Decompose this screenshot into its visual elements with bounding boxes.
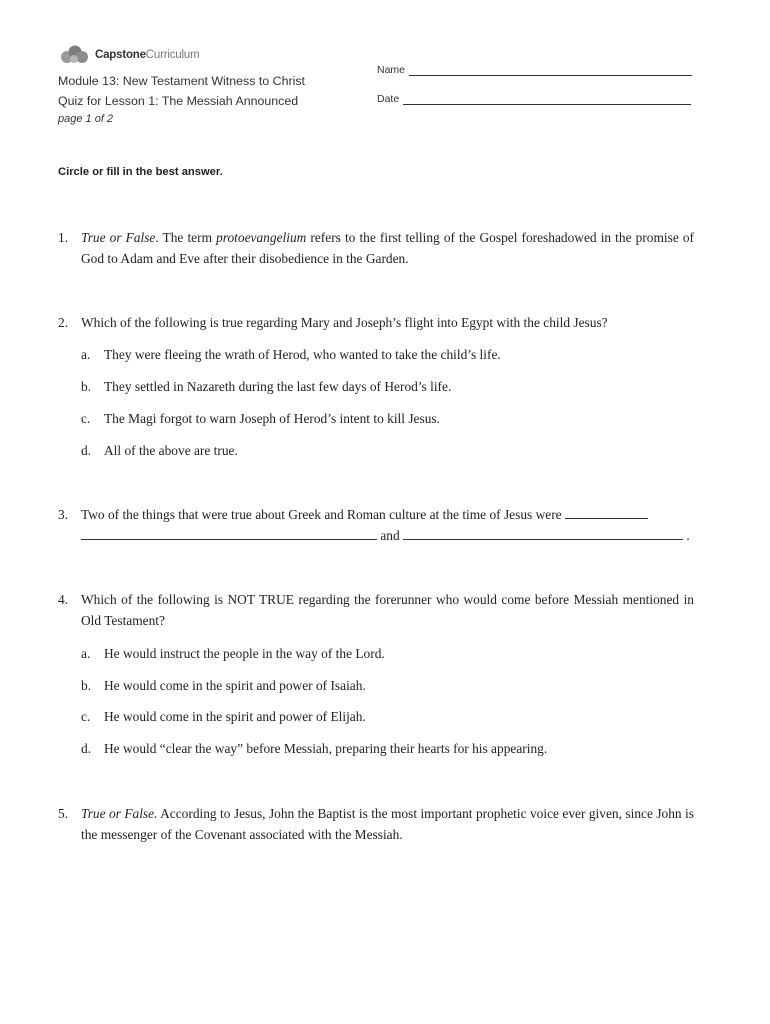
question-number: 4. [58,592,69,607]
module-title: Module 13: New Testament Witness to Christ [58,74,305,88]
question-2 [58,312,694,333]
question-text-part: Two of the things that were true about Greek and Roman culture at the time of Jesus were [81,507,562,522]
question-3 [58,504,694,546]
option-text: They settled in Nazareth during the last few days of Herod’s life. [104,379,452,394]
question-number: 5. [58,806,69,821]
answer-blank-2[interactable] [403,527,683,540]
option-4a[interactable] [81,643,385,664]
option-text: All of the above are true. [104,443,238,458]
question-number: 3. [58,507,69,522]
option-text: They were fleeing the wrath of Herod, who wanted to take the child’s life. [104,347,501,362]
option-2c[interactable] [81,408,440,429]
logo-product: Curriculum [145,49,200,61]
and-text: and [380,528,400,543]
option-letter: b. [81,379,92,394]
true-false-lead: True or False. [81,806,158,821]
option-2d[interactable] [81,440,238,461]
question-text [81,504,694,546]
option-text: The Magi forgot to warn Joseph of Herod’s intent to kill Jesus. [104,411,440,426]
question-text: Which of the following is NOT TRUE regarding the forerunner who would come before Messiah mentioned in Old Testament? [81,592,694,628]
question-1 [58,227,694,269]
option-letter: d. [81,443,92,458]
option-text: He would instruct the people in the way of the Lord. [104,646,385,661]
question-number: 1. [58,230,69,245]
question-text-part: According to Jesus, John the Baptist is the most important prophetic voice ever given, since John is the messenger of the Covenant associated with the Messiah. [81,806,694,842]
instruction: Circle or fill in the best answer. [58,166,223,178]
end-period: . [686,528,690,543]
quiz-header [58,72,305,127]
option-letter: b. [81,678,92,693]
option-text: He would come in the spirit and power of Isaiah. [104,678,366,693]
true-false-lead: True or False [81,230,156,245]
question-text-part: . The term [155,230,217,245]
question-text [81,803,694,845]
question-text-part: refers to the first telling of the Gospel foreshadowed in the promise of God to Adam and Eve after their disobedience in the Garden. [81,230,694,266]
option-letter: a. [81,347,91,362]
option-text: He would come in the spirit and power of Elijah. [104,709,366,724]
logo-wordmark [95,49,199,61]
name-line[interactable] [409,65,692,76]
option-4b[interactable] [81,675,366,696]
question-text [81,227,694,269]
question-4 [58,589,694,631]
option-letter: a. [81,646,91,661]
answer-blank-1[interactable] [565,506,648,519]
answer-blank-1-cont[interactable] [81,527,377,540]
name-field[interactable] [377,64,692,76]
option-4d[interactable] [81,738,547,759]
option-letter: c. [81,411,91,426]
option-letter: c. [81,709,91,724]
option-text: He would “clear the way” before Messiah, preparing their hearts for his appearing. [104,741,548,756]
term: protoevangelium [216,230,307,245]
option-2b[interactable] [81,376,451,397]
option-letter: d. [81,741,92,756]
option-2a[interactable] [81,344,501,365]
date-line[interactable] [403,94,691,105]
page-number: page 1 of 2 [58,113,114,125]
option-4c[interactable] [81,706,366,727]
logo-brand: Capstone [95,49,146,61]
quiz-title: Quiz for Lesson 1: The Messiah Announced [58,93,299,108]
name-label: Name [377,64,406,76]
question-5 [58,803,694,845]
date-label: Date [377,93,400,105]
capstone-logo [60,44,199,66]
date-field[interactable] [377,93,691,105]
capstone-logo-icon [60,44,90,66]
question-text: Which of the following is true regarding Mary and Joseph’s flight into Egypt with the child Jesus? [81,315,608,330]
question-number: 2. [58,315,69,330]
